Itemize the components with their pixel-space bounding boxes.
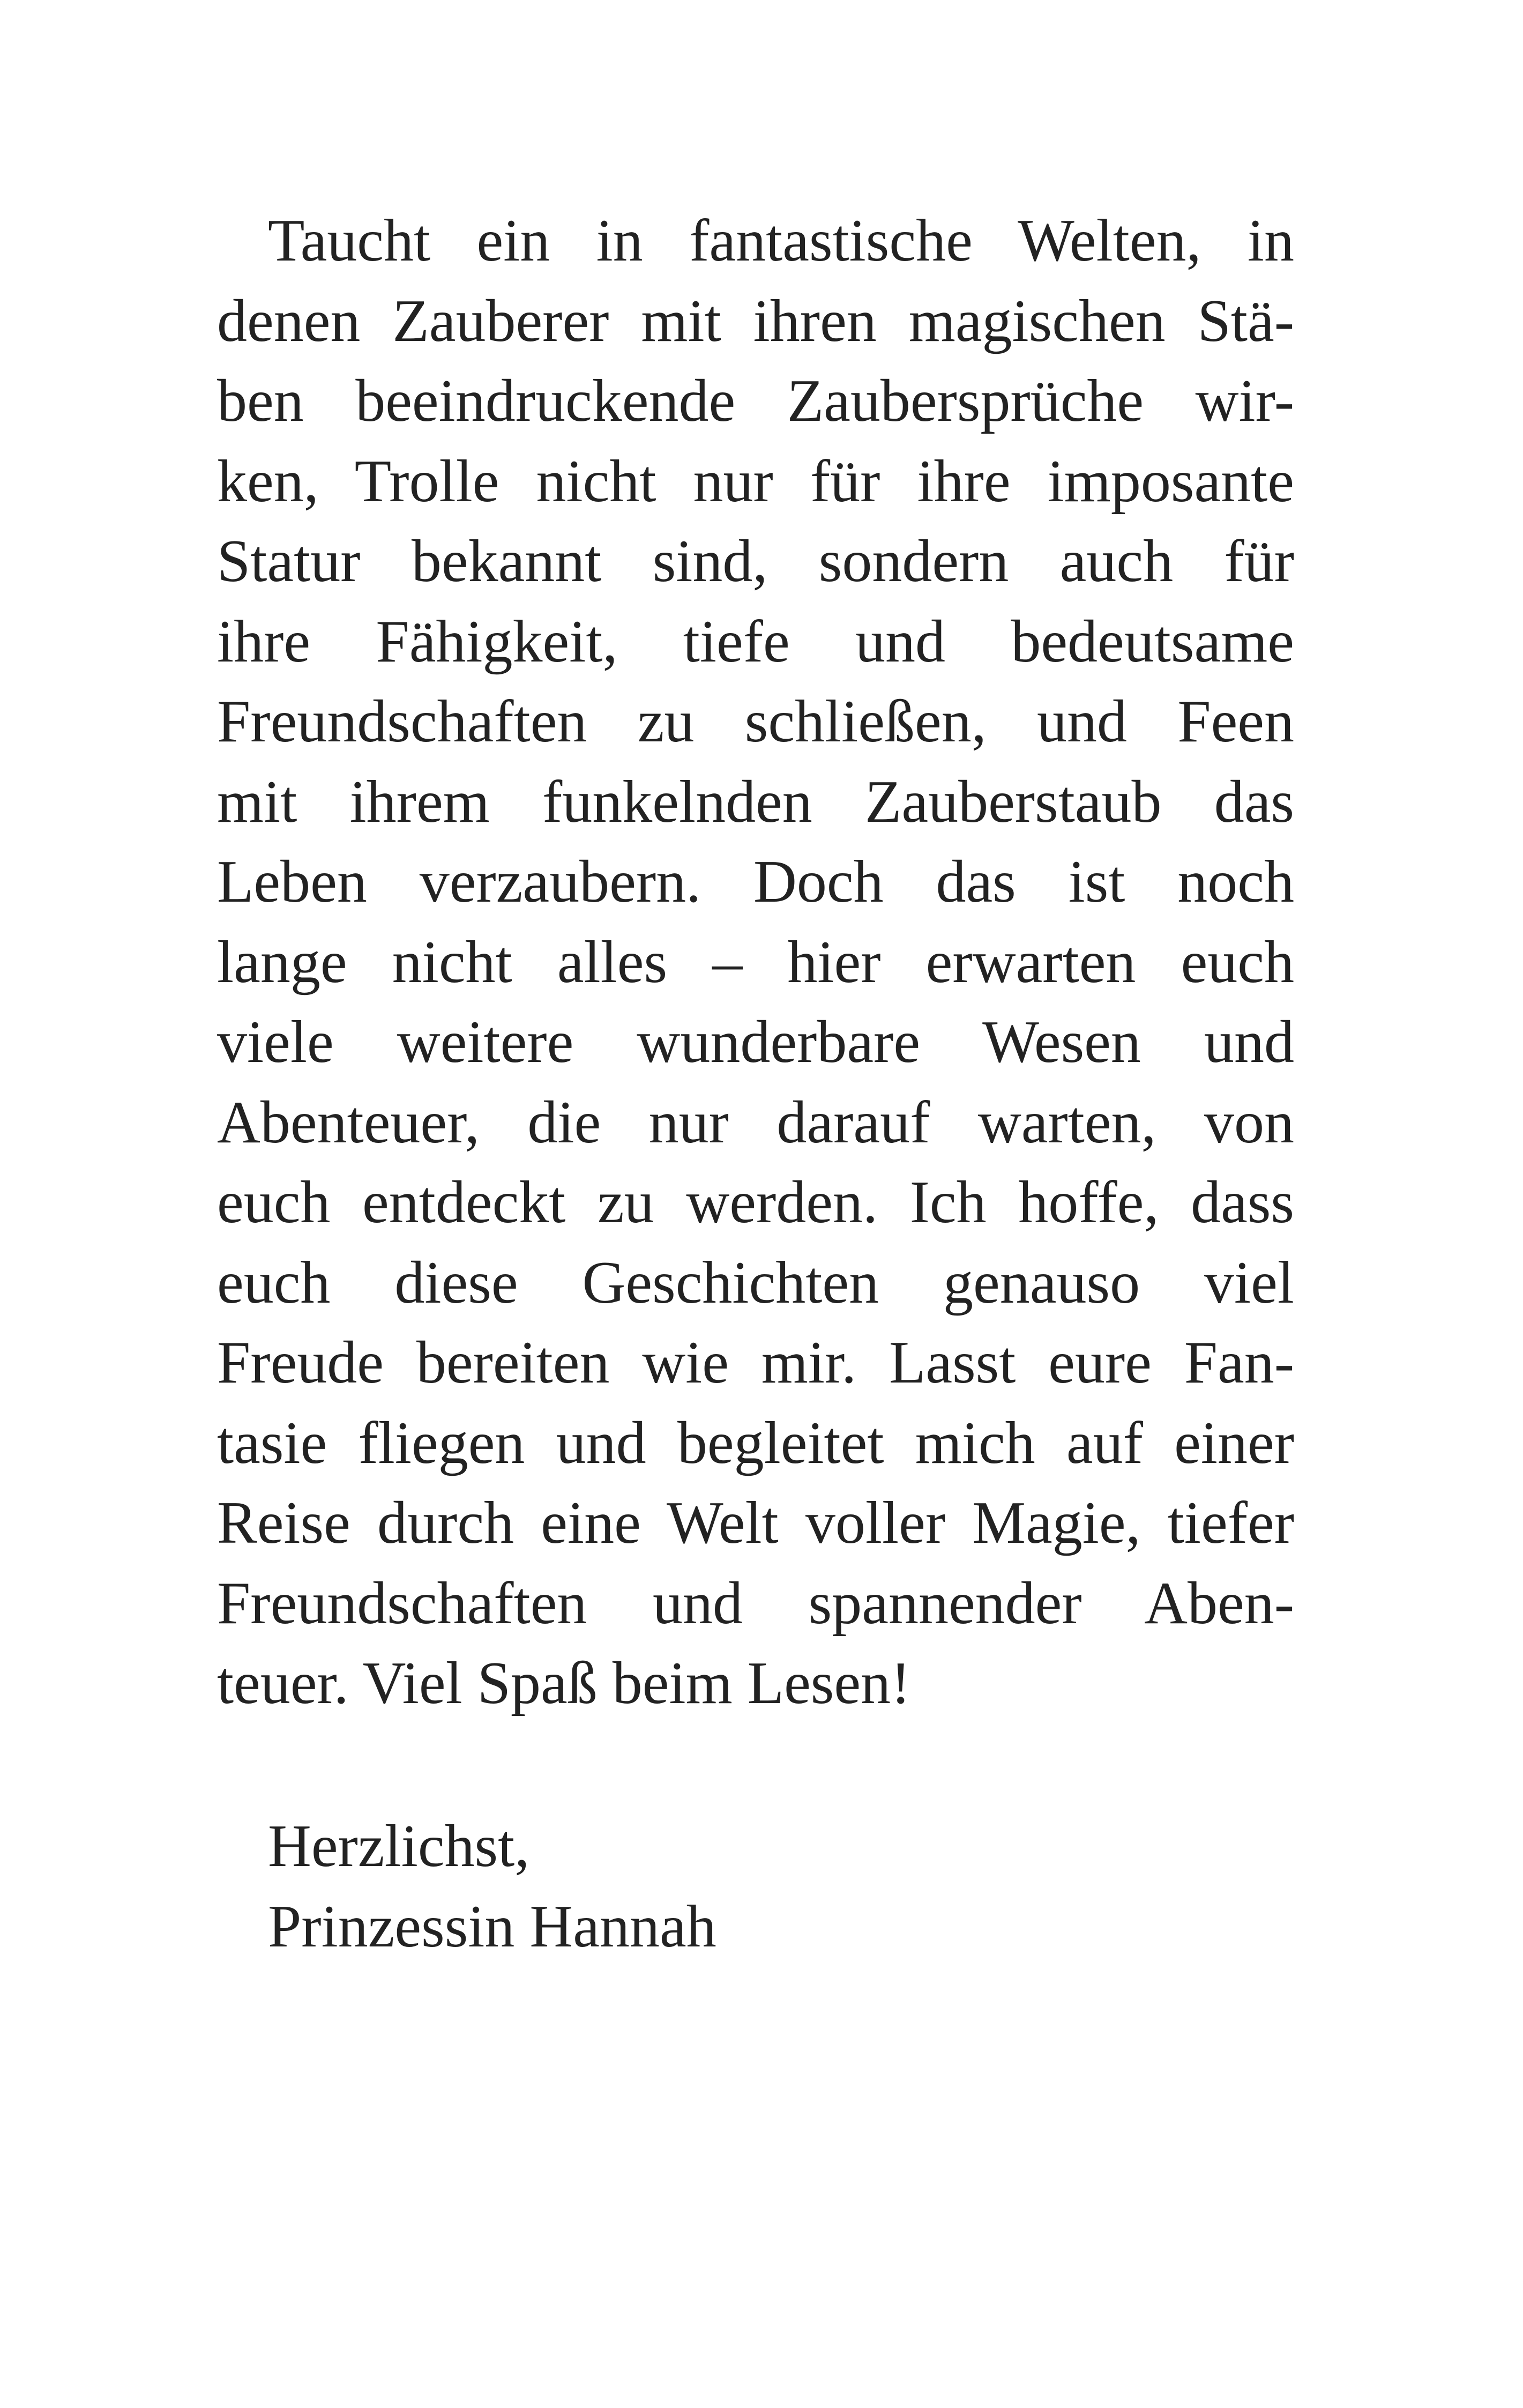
letter-line: teuer. Viel Spaß beim Lesen! xyxy=(217,1650,911,1716)
letter-line: ken, Trolle nicht nur für ihre imposante xyxy=(217,448,1294,515)
letter-line: mit ihrem funkelnden Zauberstaub das xyxy=(217,768,1294,835)
letter-line: Statur bekannt sind, sondern auch für xyxy=(217,528,1294,594)
letter-line: Reise durch eine Welt voller Magie, tiefer xyxy=(217,1490,1294,1556)
letter-body xyxy=(217,201,1294,1724)
letter-line: lange nicht alles – hier erwarten euch xyxy=(217,928,1294,995)
letter-line: ihre Fähigkeit, tiefe und bedeutsame xyxy=(217,608,1294,675)
letter-line: tasie fliegen und begleitet mich auf einer xyxy=(217,1409,1294,1476)
letter-line: Taucht ein in fantastische Welten, in xyxy=(268,207,1294,274)
greeting: Herzlichst, xyxy=(268,1813,530,1879)
letter-line: Freude bereiten wie mir. Lasst eure Fan- xyxy=(217,1329,1294,1396)
letter-line: denen Zauberer mit ihren magischen Stä- xyxy=(217,287,1294,354)
letter-line: euch diese Geschichten genauso viel xyxy=(217,1249,1294,1316)
letter-closing xyxy=(268,1807,1233,1967)
letter-line: Freundschaften zu schließen, und Feen xyxy=(217,688,1294,755)
signature: Prinzessin Hannah xyxy=(268,1893,716,1960)
letter-line: Abenteuer, die nur darauf warten, von xyxy=(217,1089,1294,1156)
letter-line: ben beeindruckende Zaubersprüche wir- xyxy=(217,368,1294,434)
letter-line: euch entdeckt zu werden. Ich hoffe, dass xyxy=(217,1169,1294,1236)
letter-line: viele weitere wunderbare Wesen und xyxy=(217,1009,1294,1075)
letter-line: Freundschaften und spannender Aben- xyxy=(217,1570,1294,1637)
letter-line: Leben verzaubern. Doch das ist noch xyxy=(217,849,1294,915)
